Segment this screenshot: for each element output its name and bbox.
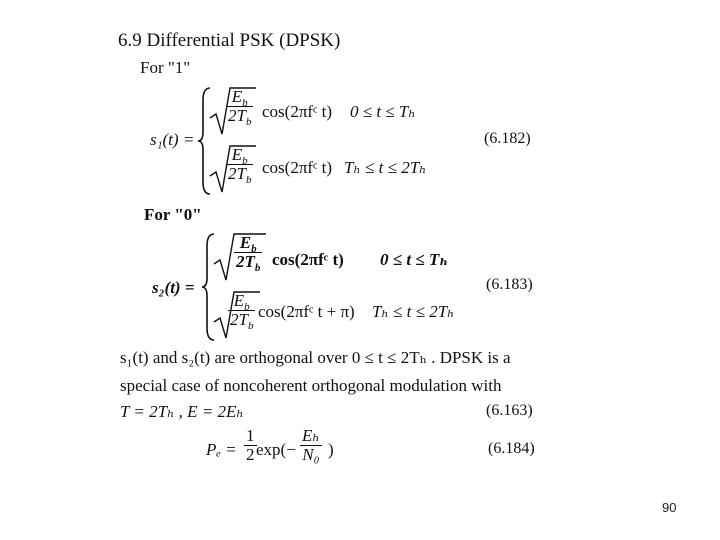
eq182-row1-expr: cos(2πfᶜ t): [262, 102, 333, 121]
eq182-lhs: s₁(t) =: [150, 130, 195, 149]
eq182-row2-frac: [226, 145, 253, 186]
eq184-exp-frac: [300, 427, 322, 464]
eq182-row2-expr: cos(2πfᶜ t): [262, 158, 333, 177]
eq184-half-num: 1: [246, 426, 255, 445]
eq184-lhs: Pₑ =: [206, 440, 237, 459]
eq184-exp-close: ): [328, 440, 334, 459]
eq183-lhs: s₂(t) =: [152, 278, 195, 297]
eq183-row1-frac: [234, 233, 262, 274]
section-title: 6.9 Differential PSK (DPSK): [118, 30, 341, 51]
eq182-row1-frac: [226, 87, 253, 128]
frac-den: 2T: [236, 251, 255, 271]
frac-num: E: [231, 87, 243, 106]
eq183-row2-expr: cos(2πfᶜ t + π): [258, 302, 355, 321]
eq184-number: (6.184): [488, 440, 535, 457]
for-zero-label: For "0": [144, 205, 202, 224]
sub-b: b: [244, 301, 250, 313]
frac-num: E: [233, 291, 245, 310]
eq183-row1-range: 0 ≤ t ≤ Tₕ: [380, 250, 449, 269]
frac-num: E: [239, 233, 252, 252]
sub-b: b: [247, 319, 254, 332]
paragraph-line-3: T = 2Tₕ , E = 2Eₕ: [120, 402, 244, 421]
frac-den: 2T: [230, 309, 248, 329]
eq183-number: (6.183): [486, 276, 533, 293]
eq182-row1-range: 0 ≤ t ≤ Tₕ: [350, 102, 416, 121]
paragraph-line-2: special case of noncoherent orthogonal modulation with: [120, 376, 502, 395]
eq182-number: (6.182): [484, 130, 531, 147]
eq183-row2-range: Tₕ ≤ t ≤ 2Tₕ: [372, 302, 455, 321]
sub-b: b: [242, 97, 248, 109]
eq183-row2-frac: [228, 291, 255, 332]
frac-den: 2T: [228, 105, 246, 125]
eq184-exp-den: N₀: [302, 444, 320, 464]
eq184-exp-open: exp(−: [256, 440, 296, 459]
frac-den: 2T: [228, 163, 246, 183]
eq184-half: [244, 427, 257, 464]
eq184-exp-num: Eₕ: [302, 426, 320, 445]
eq163-number: (6.163): [486, 402, 533, 419]
sub-b: b: [251, 243, 257, 255]
paragraph-line-1: s₁(t) and s₂(t) are orthogonal over 0 ≤ t ≤ 2Tₕ . DPSK is a: [120, 348, 511, 367]
sub-b: b: [245, 115, 252, 128]
eq182-row2-range: Tₕ ≤ t ≤ 2Tₕ: [344, 158, 427, 177]
eq184-half-den: 2: [246, 444, 255, 464]
frac-num: E: [231, 145, 243, 164]
page-number: 90: [662, 500, 677, 515]
sub-b: b: [245, 173, 252, 186]
for-one-label: For "1": [140, 58, 191, 77]
sub-b: b: [254, 261, 261, 274]
sub-b: b: [242, 155, 248, 167]
eq183-row1-expr: cos(2πfᶜ t): [272, 250, 344, 269]
